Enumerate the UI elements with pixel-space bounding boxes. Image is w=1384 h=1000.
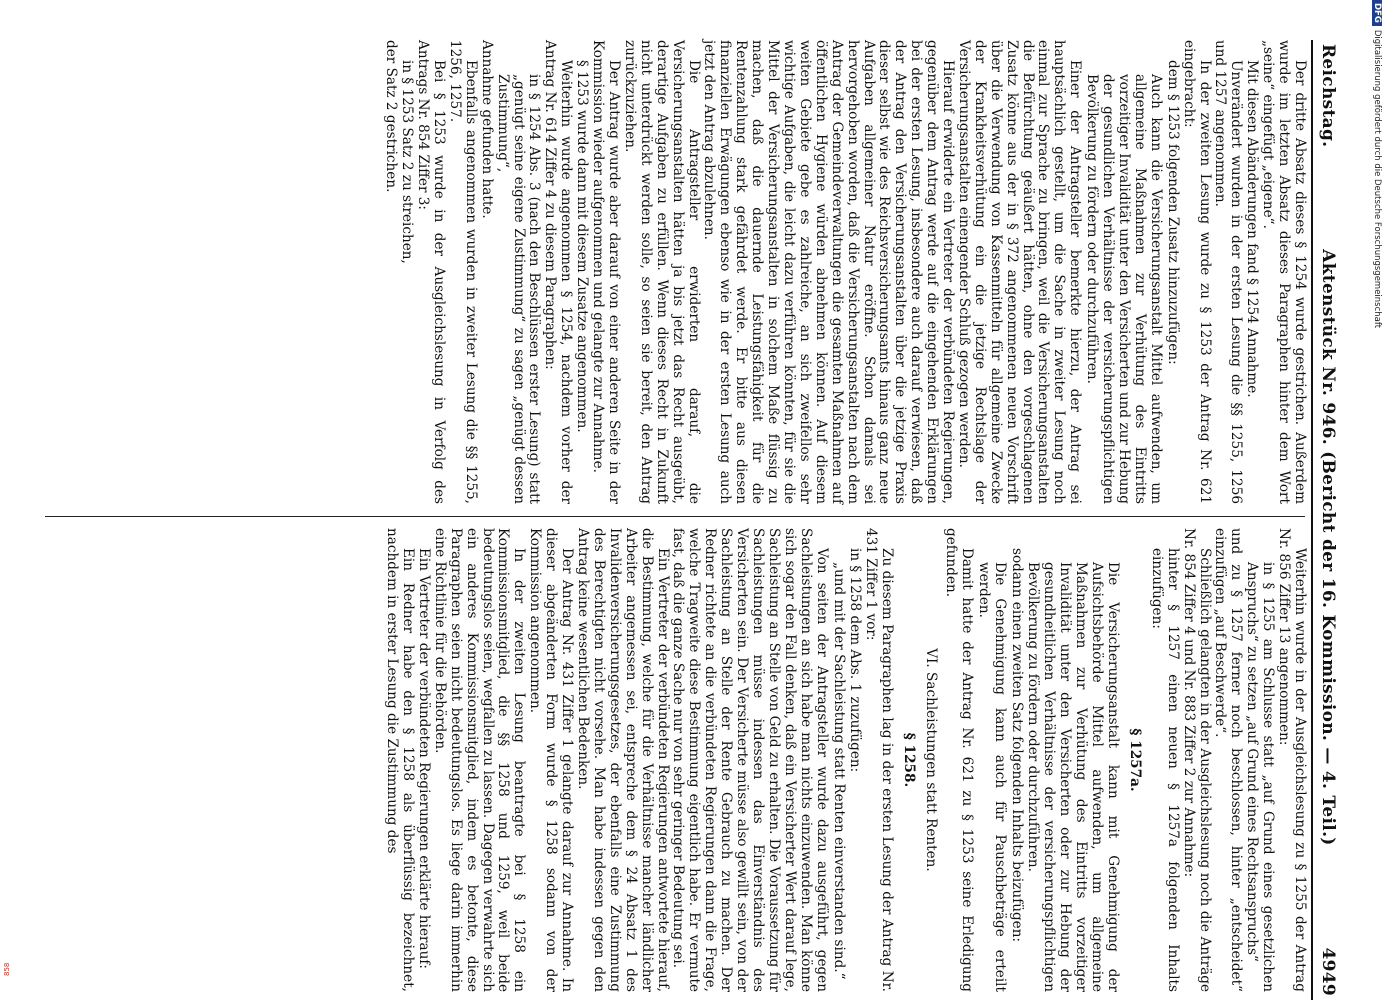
left-column-paragraph: in § 1254 Abs. 3 (nach den Beschlüssen erster Lesung) statt „genügt seine eigene Zustimmung“ zu sagen „genügt dessen Zustimmung“, (494, 74, 543, 504)
caption-text: Digitalisierung gefördert durch die Deutsche Forschungsgemeinschaft (1372, 29, 1382, 329)
right-column-paragraph: Die Versicherungsanstalt kann mit Genehmigung der Aufsichtsbehörde Mittel aufwenden, um allgemeine Maßnahmen zur Verhütung des Eintritts vorzeitiger Invalidität unter den Versicherten oder zur Hebung der gesundheitlichen Verhältnisse der versicherungspflichtigen Bevölkerung zu fördern oder durchzuführen. (1025, 562, 1122, 992)
right-column-paragraph: § 1258. (901, 732, 918, 788)
dfg-logo: DFG (1372, 0, 1382, 26)
left-column-paragraph: § 1253 wurde dann mit diesem Zusatze angenommen. (574, 60, 591, 433)
right-column (383, 528, 1307, 992)
left-column-paragraph: Weiterhin wurde angenommen § 1254, nachdem vorher der Antrag Nr. 614 Ziffer 4 zu diesem Paragraphen: (542, 40, 575, 504)
right-column-paragraph: Ein Redner habe den § 1258 als überflüssig bezeichnet, nachdem in erster Lesung die Zustimmung des (384, 528, 417, 992)
left-column (382, 40, 1307, 504)
right-column-paragraph: Damit hatte der Antrag Nr. 621 zu § 1253 seine Erledigung gefunden. (942, 528, 975, 992)
left-column-paragraph: dem § 1253 folgenden Zusatz hinzuzufügen: (1164, 60, 1181, 365)
left-column-paragraph: Hierauf erwiderte ein Vertreter der verbündeten Regierungen, gegenüber dem Antrag werde auf die eingehenden Erklärungen bei der ersten Lesung, insbesondere auch darauf verwiesen, daß der Antrag den Versicherungsanstalten über die jetzige Praxis dieser selbst wie des Reichsversicherungsamts hinaus ganz neue Aufgaben allgemeiner Natur eröffne. Schon damals sei hervorgehoben worden, daß die Versicherungsanstalten nach dem Antrag der Gemeindeverwaltungen die gesamten Maßnahmen auf öffentlichen Hygiene würden abnehmen können. Auf diesem weiten Gebiete gebe es zahlreiche, an sich zweifellos sehr wichtige Aufgaben, die leicht dazu verführen könnten, für sie die Mittel der Versicherungsanstalten in solchem Maße flüssig zu machen, daß die dauernde Leistungsfähigkeit für die Rentenzahlung stark gefährdet werde. Er bitte aus diesen finanziellen Erwägungen ebenso wie in der ersten Lesung auch jetzt den Antrag abzulehnen. (701, 40, 957, 504)
right-column-paragraph: Weiterhin wurde in der Ausgleichslesung zu § 1255 der Antrag Nr. 856 Ziffer 13 angenommen: (1276, 528, 1308, 992)
left-column-paragraph: Auch kann die Versicherungsanstalt Mittel aufwenden, um allgemeine Maßnahmen zur Verhütung des Eintritts vorzeitiger Invalidität unter den Versicherten und zur Hebung der gesundlichen Verhältnisse der versicherungspflichtigen Bevölkerung zu fördern oder durchzuführen. (1084, 74, 1164, 504)
column-divider (45, 516, 1305, 517)
page-number: 4949 (1317, 947, 1338, 996)
right-column-paragraph: Zu diesem Paragraphen lag in der ersten Lesung der Antrag Nr. 431 Ziffer 1 vor: (863, 528, 896, 992)
left-column-paragraph: Bei § 1253 wurde in der Ausgleichslesung in Verfolg des Antrags Nr. 854 Ziffer 3: (415, 40, 448, 504)
left-column-paragraph: Der Antrag wurde aber darauf von einer anderen Seite in der Kommission wieder aufgenommen und gelangte zur Annahme. (590, 40, 623, 504)
left-column-paragraph: Mit diesen Abänderungen fand § 1254 Annahme. (1244, 60, 1261, 398)
left-column-paragraph: Annahme gefunden hatte. (478, 40, 495, 219)
right-column-paragraph: sodann einen zweiten Satz folgenden Inhalts beizufügen: (1008, 548, 1025, 943)
left-column-paragraph: Einer der Antragsteller bemerkte hierzu, der Antrag sei hauptsächlich gestellt, um die Sache in zweiter Lesung noch einmal zur Sprache zu bringen, weil die Versicherungsanstalten die Befürchtung geäußert hätten, ohne den vorgeschlagenen Zusatz könne aus der in § 372 angenommenen neuen Vorschrift über die Verwendung von Kassenmitteln für allgemeine Zwecke der Krankheitsverhütung ein die jetzige Rechtslage der Versicherungsanstalten einengender Schluß gezogen werden. (955, 40, 1084, 504)
right-column-paragraph: hinter § 1257 einen neuen § 1257a folgenden Inhalts einzufügen: (1148, 548, 1181, 992)
document-page (45, 40, 1365, 1000)
left-column-paragraph: Unverändert wurden in der ersten Lesung die §§ 1255, 1256 und 1257 angenommen. (1212, 40, 1245, 504)
page-header (1319, 44, 1351, 996)
left-column-paragraph: in § 1253 Satz 2 zu streichen, (399, 60, 416, 264)
left-column-paragraph: der Satz 2 gestrichen. (383, 40, 400, 193)
right-column-paragraph: In der zweiten Lesung beantragte bei § 1258 ein Kommissionsmitglied, die §§ 1258 und 1259, weil beide bedeutungslos seien, wegfallen zu lassen. Dagegen verwahrte sich ein anderes Kommissionsmitglied, indem es betonte, diese Paragraphen seien nicht bedeutungslos. Es liege darin immerhin eine Richtlinie für die Behörden. (431, 528, 528, 992)
left-column-paragraph: Die Antragsteller erwiderten darauf, die Versicherungsanstalten hätten ja bis jetzt das Recht ausgeübt, derartige Aufgaben zu erfüllen. Wenn dieses Recht in Zukunft nicht unterdrückt werden solle, so seien sie bereit, den Antrag zurückzuziehen. (621, 40, 702, 504)
right-column-paragraph: Die Genehmigung kann auch für Pauschbeträge erteilt werden. (975, 562, 1008, 992)
right-column-paragraph: Ein Vertreter der verbündeten Regierungen antwortete hierauf, die Bestimmung, welche für die Verhältnisse mancher ländlicher Arbeiter angemessen sei, entspreche dem § 24 Absatz 1 des Invalidenversicherungsgesetzes, der ebenfalls eine Zustimmung des Berechtigten nicht vorsehe. Man habe indessen gegen den Antrag keine wesentlichen Bedenken. (575, 528, 671, 992)
right-column-paragraph: Ein Vertreter der verbündeten Regierungen erklärte hierauf: (415, 548, 432, 970)
side-caption (1366, 0, 1382, 1000)
right-column-paragraph: in § 1258 dem Abs. 1 zuzufügen: (847, 548, 864, 773)
left-column-paragraph: Der dritte Absatz dieses § 1254 wurde gestrichen. Außerdem wurde im letzten Absatz dieses Paragraphen hinter dem Wort „seine“ eingefügt „eigene“. (1260, 40, 1308, 504)
right-column-paragraph: „und mit der Sachleistung statt Renten einverstanden sind.“ (830, 562, 847, 980)
right-column-paragraph: Von seiten der Antragsteller wurde dazu ausgeführt, gegen Sachleistungen an sich habe man nichts einzuwenden. Man könne sich sogar den Fall denken, daß ein Versicherter Wert darauf lege, Sachleistung an Stelle von Geld zu erhalten. Die Voraussetzung für Sachleistungen müsse indessen das Einverständnis des Versicherten sein. Der Versicherte müsse also gewillt sein, von der Sachleistung an Stelle der Rente Gebrauch zu machen. Der Redner richtete an die verbündeten Regierungen dann die Frage, welche Tragweite diese Bestimmung eigentlich habe. Er vermute fast, daß die ganze Sache nur von sehr geringer Bedeutung sei. (670, 528, 830, 992)
left-column-paragraph: In der zweiten Lesung wurde zu § 1253 der Antrag Nr. 621 eingebracht: (1180, 40, 1213, 504)
right-column-paragraph: Der Antrag Nr. 431 Ziffer 1 gelangte darauf zur Annahme. In dieser abgeänderten Form wurde § 1258 sodann von der Kommission angenommen. (527, 528, 576, 992)
header-rule (1311, 40, 1313, 1000)
right-column-paragraph: VI. Sachleistungen statt Renten. (923, 648, 940, 872)
left-column-paragraph: Ebenfalls angenommen wurden in zweiter Lesung die §§ 1255, 1256, 1257. (446, 40, 479, 504)
right-column-paragraph: § 1257a. (1126, 728, 1143, 792)
page-mark: 858 (3, 962, 11, 976)
right-column-paragraph: und zu § 1257 ferner noch beschlossen, hinter „entscheidet“ einzufügen „auf Beschwerde“. (1212, 528, 1245, 992)
right-column-paragraph: in § 1255 am Schlusse statt „auf Grund eines gesetzlichen Anspruchs“ zu setzen „auf Grund eines Rechtsanspruchs“ (1244, 562, 1277, 992)
header-title: Aktenstück Nr. 946. (Bericht der 16. Kommission. — 4. Teil.) (1317, 249, 1338, 846)
right-column-paragraph: Schließlich gelangten in der Ausgleichslesung noch die Anträge Nr. 854 Ziffer 4 und Nr. 883 Ziffer 2 zur Annahme: (1180, 528, 1213, 992)
header-left: Reichstag. (1317, 44, 1338, 148)
